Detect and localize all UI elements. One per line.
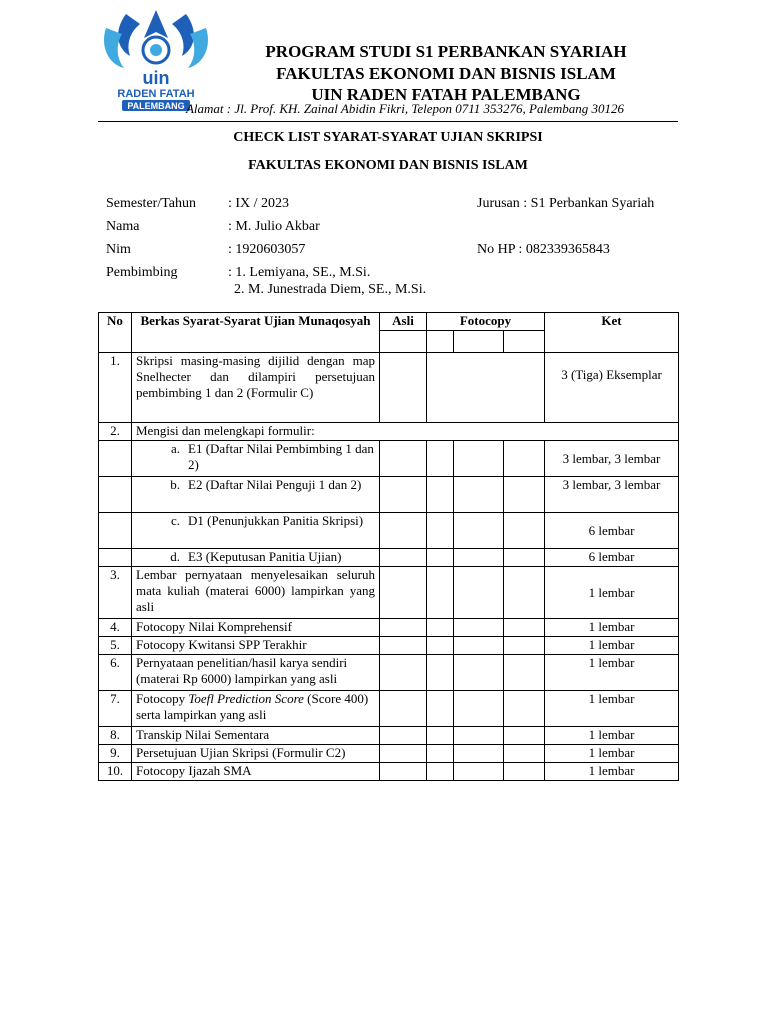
row-text: Mengisi dan melengkapi formulir: [132,423,679,441]
row-text: Skripsi masing-masing dijilid dengan map Snelhecter dan dilampiri persetujuan pembimbing 1 dan 2 (Formulir C) [132,353,380,423]
table-row [99,619,679,637]
row-ket: 3 (Tiga) Eksemplar [545,353,679,423]
checkbox-cell[interactable] [380,331,427,353]
checkbox-cell[interactable] [504,331,545,353]
asli-cell[interactable] [380,477,427,513]
fotocopy-cell[interactable] [504,619,545,637]
row-text: Fotocopy Nilai Komprehensif [132,619,380,637]
fotocopy-cell[interactable] [504,727,545,745]
row-text: Persetujuan Ujian Skripsi (Formulir C2) [132,745,380,763]
row-ket: 1 lembar [545,691,679,727]
row-text: c. D1 (Penunjukkan Panitia Skripsi) [132,513,380,549]
row-number: 1. [99,353,132,423]
row-ket: 1 lembar [545,745,679,763]
asli-cell[interactable] [380,549,427,567]
asli-cell[interactable] [380,619,427,637]
table-row [99,441,679,477]
university-logo [96,8,216,112]
asli-cell[interactable] [380,441,427,477]
logo-subtext-1: RADEN FATAH [117,88,195,100]
row-text: d. E3 (Keputusan Panitia Ujian) [132,549,380,567]
asli-cell[interactable] [380,655,427,691]
table-row [99,655,679,691]
fotocopy-cell[interactable] [454,441,504,477]
fotocopy-cell[interactable] [427,637,454,655]
row-number: 9. [99,745,132,763]
fotocopy-cell[interactable] [427,549,454,567]
header-berkas: Berkas Syarat-Syarat Ujian Munaqosyah [132,313,380,353]
row-number: 2. [99,423,132,441]
checkbox-cell[interactable] [454,331,504,353]
semester-value: : IX / 2023 [228,196,290,211]
fotocopy-cell[interactable] [454,513,504,549]
checklist-table [98,312,679,781]
fotocopy-cell[interactable] [504,763,545,781]
fotocopy-cell[interactable] [427,745,454,763]
row-marker: c. [170,513,180,528]
row-ket: 6 lembar [545,513,679,549]
fotocopy-cell[interactable] [504,655,545,691]
fotocopy-cell[interactable] [454,619,504,637]
pembimbing-2: 2. M. Junestrada Diem, SE., M.Si. [234,282,427,297]
header-divider [98,121,678,122]
nama-value: : M. Julio Akbar [228,219,320,234]
fotocopy-cell[interactable] [427,655,454,691]
row-ket: 1 lembar [545,763,679,781]
table-row [99,691,679,727]
row-number: 6. [99,655,132,691]
nama-label: Nama [106,219,140,234]
fotocopy-cell[interactable] [454,763,504,781]
header-fotocopy: Fotocopy [427,313,545,331]
hp-text: No HP : 082339365843 [477,242,610,257]
table-row [99,477,679,513]
nim-value: : 1920603057 [228,242,306,257]
document-title: CHECK LIST SYARAT-SYARAT UJIAN SKRIPSI [233,130,543,145]
row-text: Pernyataan penelitian/hasil karya sendiri (materai Rp 6000) lampirkan yang asli [132,655,380,691]
asli-cell[interactable] [380,637,427,655]
row-number: 5. [99,637,132,655]
row-text: Fotocopy Ijazah SMA [132,763,380,781]
fotocopy-cell[interactable] [504,691,545,727]
logo-text: uin [142,68,170,88]
fotocopy-cell[interactable] [427,477,454,513]
fotocopy-cell[interactable] [454,745,504,763]
table-row [99,423,679,441]
header-program: PROGRAM STUDI S1 PERBANKAN SYARIAH [265,42,627,61]
row-text: Fotocopy Toefl Prediction Score (Score 400) serta lampirkan yang asli [132,691,380,727]
row-ket: 6 lembar [545,549,679,567]
header-ket: Ket [545,313,679,353]
row-ket: 3 lembar, 3 lembar [545,441,679,477]
nim-label: Nim [106,242,131,257]
row-number: 8. [99,727,132,745]
row-text: Fotocopy Kwitansi SPP Terakhir [132,637,380,655]
fotocopy-cell[interactable] [504,637,545,655]
fotocopy-cell[interactable] [427,441,454,477]
fotocopy-cell[interactable] [504,477,545,513]
row-number: 3. [99,567,132,619]
header-address: Alamat : Jl. Prof. KH. Zainal Abidin Fikri, Telepon 0711 353276, Palembang 30126 [185,101,624,116]
table-header-row [99,313,679,331]
header-university: UIN RADEN FATAH PALEMBANG [311,85,581,104]
row-ket: 1 lembar [545,637,679,655]
fotocopy-cell[interactable] [454,727,504,745]
fotocopy-cell[interactable] [504,567,545,619]
header-asli: Asli [380,313,427,331]
row-text: Transkip Nilai Sementara [132,727,380,745]
fotocopy-cell[interactable] [427,513,454,549]
row-text: Lembar pernyataan menyelesaikan seluruh mata kuliah (materai 6000) lampirkan yang asli [132,567,380,619]
fotocopy-cell[interactable] [454,655,504,691]
row-number: 4. [99,619,132,637]
row-ket: 3 lembar, 3 lembar [545,477,679,513]
fotocopy-cell[interactable] [504,513,545,549]
fotocopy-cell[interactable] [504,745,545,763]
fotocopy-cell[interactable] [427,619,454,637]
pembimbing-1: : 1. Lemiyana, SE., M.Si. [228,265,371,280]
jurusan-text: Jurusan : S1 Perbankan Syariah [477,196,655,211]
asli-cell[interactable] [380,763,427,781]
row-number: 10. [99,763,132,781]
row-marker: b. [170,477,180,492]
fotocopy-cell[interactable] [504,549,545,567]
fotocopy-cell[interactable] [427,567,454,619]
asli-cell[interactable] [380,691,427,727]
row-ket: 1 lembar [545,655,679,691]
row-ket: 1 lembar [545,619,679,637]
row-text: a. E1 (Daftar Nilai Pembimbing 1 dan 2) [132,441,380,477]
asli-cell[interactable] [380,513,427,549]
asli-cell[interactable] [380,353,427,423]
asli-cell[interactable] [380,567,427,619]
row-ket: 1 lembar [545,567,679,619]
table-row [99,637,679,655]
table-row [99,549,679,567]
document-subtitle: FAKULTAS EKONOMI DAN BISNIS ISLAM [248,158,528,173]
header-no: No [99,313,132,353]
header-faculty: FAKULTAS EKONOMI DAN BISNIS ISLAM [276,64,616,83]
fotocopy-cell[interactable] [454,567,504,619]
row-marker: a. [170,441,180,456]
fotocopy-cell[interactable] [427,691,454,727]
table-row [99,353,679,423]
row-number: 7. [99,691,132,727]
fotocopy-cell[interactable] [454,637,504,655]
fotocopy-cell[interactable] [427,763,454,781]
fotocopy-cell[interactable] [454,549,504,567]
table-row [99,763,679,781]
pembimbing-label: Pembimbing [106,265,178,280]
asli-cell[interactable] [380,727,427,745]
fotocopy-cell[interactable] [454,691,504,727]
row-marker: d. [170,549,180,564]
fotocopy-cell[interactable] [427,353,545,423]
fotocopy-cell[interactable] [427,727,454,745]
table-row [99,745,679,763]
checkbox-cell[interactable] [427,331,454,353]
asli-cell[interactable] [380,745,427,763]
row-ket: 1 lembar [545,727,679,745]
table-row [99,513,679,549]
fotocopy-cell[interactable] [454,477,504,513]
fotocopy-cell[interactable] [504,441,545,477]
table-row [99,567,679,619]
row-text: b. E2 (Daftar Nilai Penguji 1 dan 2) [132,477,380,513]
semester-label: Semester/Tahun [106,196,196,211]
logo-subtext-2: PALEMBANG [127,101,185,111]
table-row [99,727,679,745]
